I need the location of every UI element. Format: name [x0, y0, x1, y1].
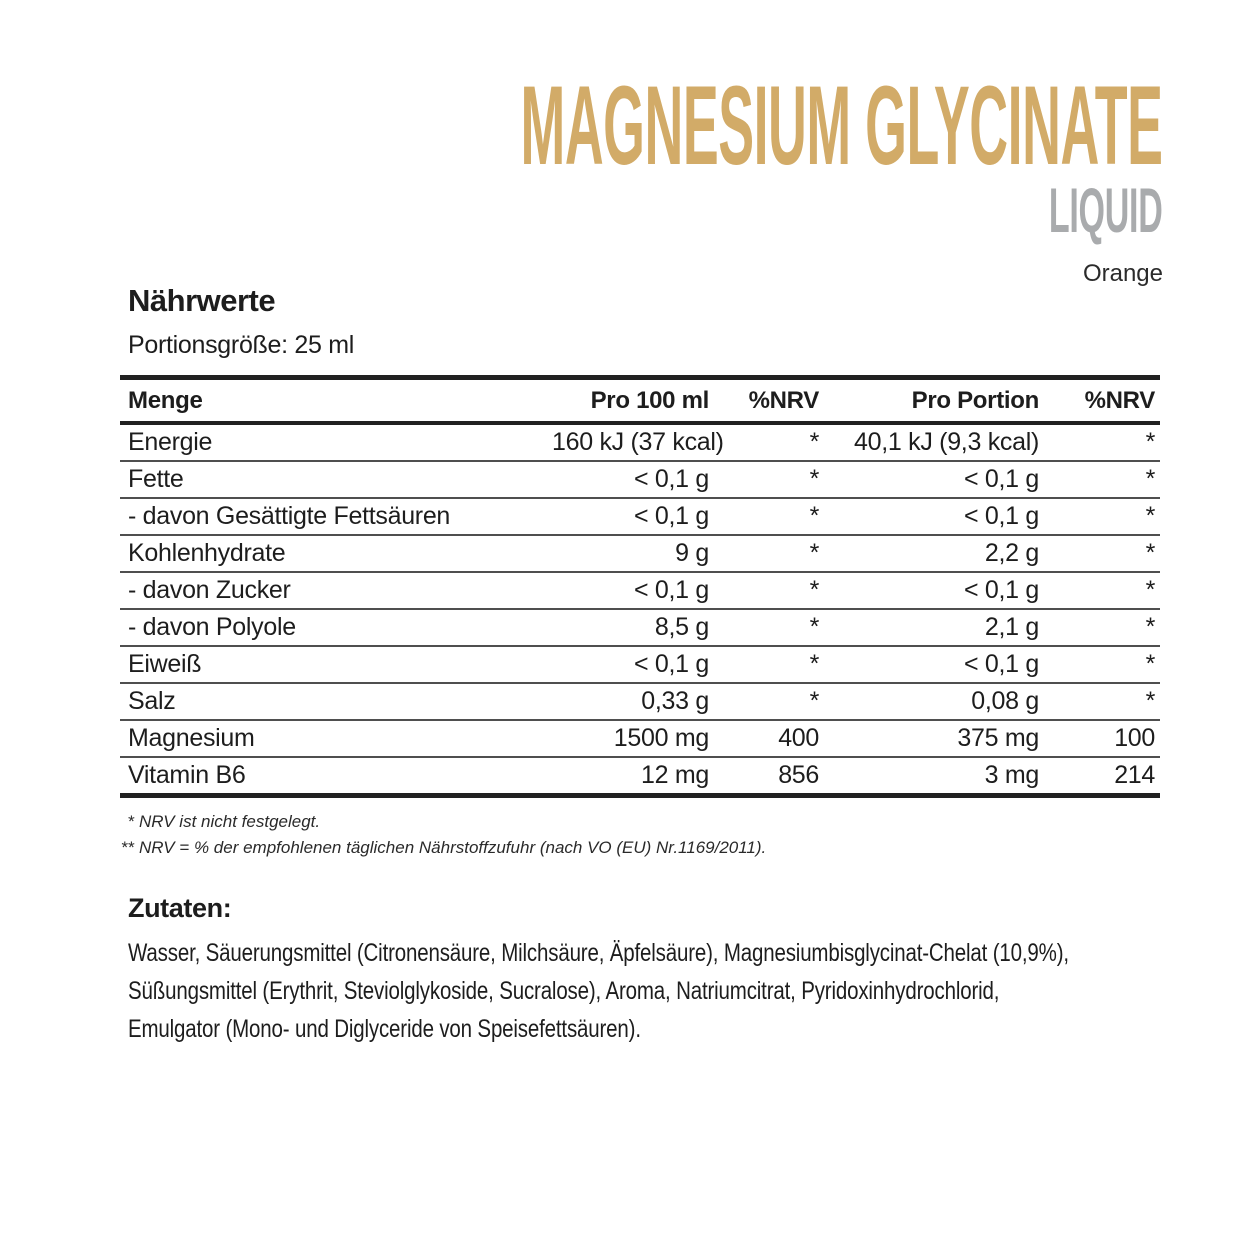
row-portion: 2,1 g: [984, 613, 1039, 641]
row-nrv100: *: [809, 465, 819, 493]
row-nrv100: *: [809, 576, 819, 604]
column-header-pro100ml: Pro 100 ml: [590, 386, 709, 414]
table-header-row: [120, 380, 1160, 425]
table-body: [120, 425, 1160, 793]
row-name: Salz: [128, 687, 176, 715]
row-portion: < 0,1 g: [963, 650, 1039, 678]
row-nrv-portion: *: [1145, 650, 1155, 678]
row-nrv-portion: *: [1145, 428, 1155, 456]
ingredients-line: Emulgator (Mono- und Diglyceride von Speisefettsäuren).: [128, 1015, 641, 1043]
column-header-nrv-100: %NRV: [748, 386, 819, 414]
row-nrv-portion: *: [1145, 576, 1155, 604]
nutrition-heading: Nährwerte: [128, 283, 276, 318]
product-flavor: Orange: [1082, 260, 1163, 288]
footnote-nrv-not-set: [108, 809, 1160, 835]
table-row-gesaettigte-fettsaeuren: [120, 497, 1160, 534]
row-nrv-portion: 100: [1114, 724, 1155, 752]
footnote-text: NRV ist nicht festgelegt.: [139, 812, 321, 831]
label-content: [120, 285, 1160, 1048]
column-header-nrv-portion: %NRV: [1084, 386, 1155, 414]
table-row-magnesium: [120, 719, 1160, 756]
row-name: Energie: [128, 428, 213, 456]
serving-size: Portionsgröße: 25 ml: [128, 331, 355, 359]
row-nrv100: 400: [778, 724, 819, 752]
ingredients-line: Süßungsmittel (Erythrit, Steviolglykoside, Sucralose), Aroma, Natriumcitrat, Pyridoxinhydrochlorid,: [128, 977, 1000, 1005]
table-row-fette: [120, 460, 1160, 497]
row-per100: 1500 mg: [613, 724, 709, 752]
row-nrv100: *: [809, 650, 819, 678]
row-per100: < 0,1 g: [633, 576, 709, 604]
table-row-salz: [120, 682, 1160, 719]
row-nrv-portion: *: [1145, 687, 1155, 715]
table-row-energie: [120, 425, 1160, 460]
row-nrv100: *: [809, 613, 819, 641]
row-name: Eiweiß: [128, 650, 202, 678]
row-portion: 2,2 g: [984, 539, 1039, 567]
row-nrv100: 856: [778, 761, 819, 789]
row-nrv100: *: [809, 687, 819, 715]
row-nrv-portion: *: [1145, 539, 1155, 567]
brand-header: [0, 63, 1163, 288]
row-name: Kohlenhydrate: [128, 539, 286, 567]
product-title: MAGNESIUM GLYCINATE: [520, 63, 1163, 188]
product-subtitle: LIQUID: [1049, 175, 1163, 246]
row-portion: < 0,1 g: [963, 465, 1039, 493]
table-row-vitamin-b6: [120, 756, 1160, 793]
row-per100: 0,33 g: [641, 687, 709, 715]
row-nrv100: *: [809, 539, 819, 567]
row-nrv100: *: [809, 428, 819, 456]
ingredients-heading: Zutaten:: [128, 893, 232, 923]
footnote-marker: **: [120, 838, 134, 857]
table-row-zucker: [120, 571, 1160, 608]
row-per100: < 0,1 g: [633, 650, 709, 678]
table-row-kohlenhydrate: [120, 534, 1160, 571]
row-nrv-portion: *: [1145, 465, 1155, 493]
nutrition-table: [120, 375, 1160, 798]
row-per100: 160 kJ (37 kcal): [552, 428, 724, 456]
row-portion: 40,1 kJ (9,3 kcal): [854, 428, 1039, 456]
row-nrv-portion: 214: [1114, 761, 1155, 789]
table-row-eiweiss: [120, 645, 1160, 682]
footnote-nrv-definition: [108, 835, 1160, 861]
row-portion: 375 mg: [957, 724, 1039, 752]
row-name: Fette: [128, 465, 184, 493]
row-portion: < 0,1 g: [963, 502, 1039, 530]
table-row-polyole: [120, 608, 1160, 645]
row-per100: 12 mg: [641, 761, 709, 789]
footnote-text: NRV = % der empfohlenen täglichen Nährstoffzufuhr (nach VO (EU) Nr.1169/2011).: [139, 838, 767, 857]
row-name: Vitamin B6: [128, 761, 246, 789]
column-header-pro-portion: Pro Portion: [911, 386, 1039, 414]
row-name: Magnesium: [128, 724, 255, 752]
column-header-menge: Menge: [128, 386, 203, 414]
row-per100: < 0,1 g: [633, 502, 709, 530]
row-portion: < 0,1 g: [963, 576, 1039, 604]
row-name: - davon Polyole: [128, 613, 296, 641]
row-per100: < 0,1 g: [633, 465, 709, 493]
ingredients-section: [128, 893, 1160, 1048]
row-name: - davon Zucker: [128, 576, 291, 604]
row-portion: 3 mg: [984, 761, 1039, 789]
row-nrv100: *: [809, 502, 819, 530]
row-nrv-portion: *: [1145, 502, 1155, 530]
footnote-marker: *: [127, 812, 134, 831]
row-per100: 8,5 g: [654, 613, 709, 641]
ingredients-line: Wasser, Säuerungsmittel (Citronensäure, Milchsäure, Äpfelsäure), Magnesiumbisglycinat-Chelat (10,9%),: [128, 939, 1069, 967]
row-per100: 9 g: [675, 539, 709, 567]
ingredients-text: [128, 934, 1160, 1048]
footnotes: [108, 809, 1160, 861]
row-portion: 0,08 g: [971, 687, 1039, 715]
row-nrv-portion: *: [1145, 613, 1155, 641]
row-name: - davon Gesättigte Fettsäuren: [128, 502, 451, 530]
